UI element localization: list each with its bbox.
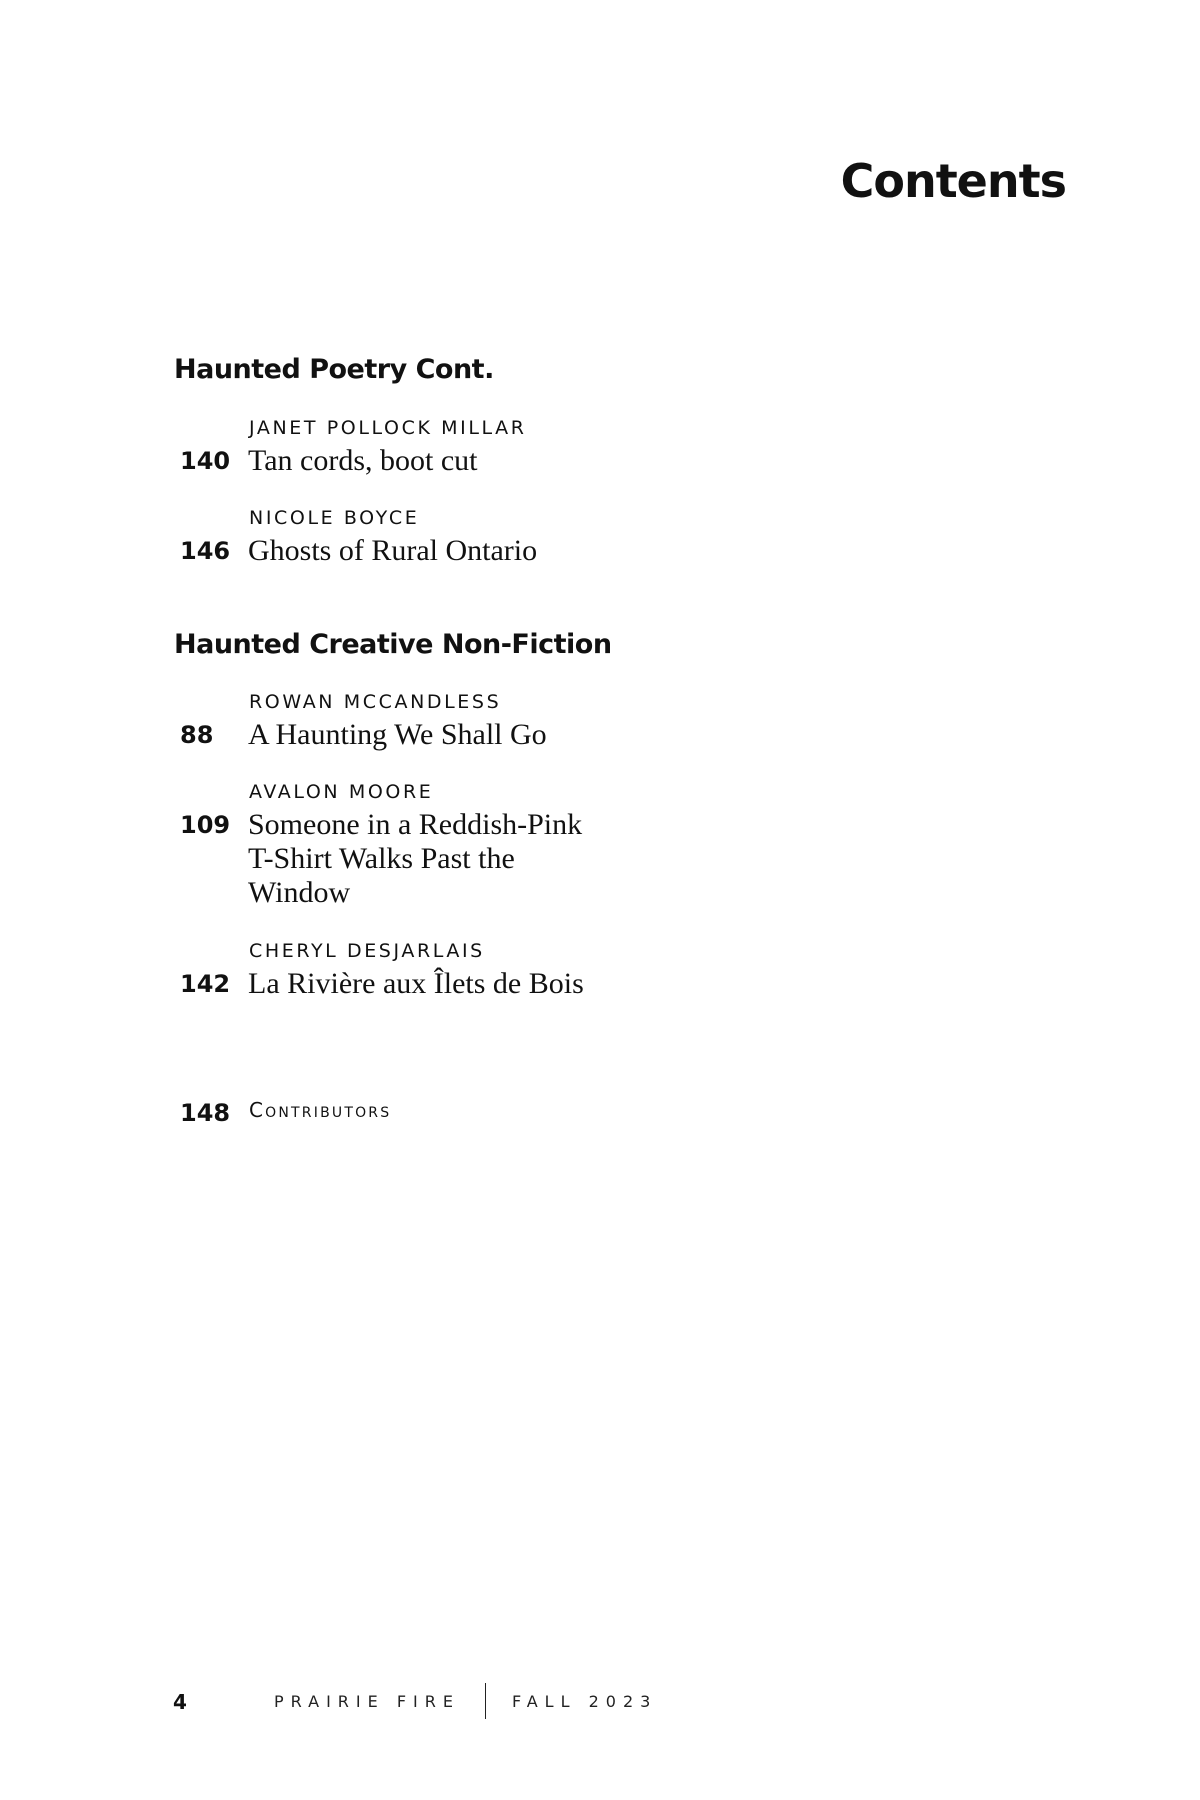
footer-publication: PRAIRIE FIRE (274, 1692, 460, 1711)
entry-author: JANET POLLOCK MILLAR (249, 417, 527, 439)
page-title: Contents (840, 154, 1066, 208)
footer-page-number: 4 (173, 1690, 187, 1714)
entry-title: La Rivière aux Îlets de Bois (248, 967, 584, 1000)
entry-author: ROWAN MCCANDLESS (249, 691, 502, 713)
contributors-label: Contributors (249, 1098, 392, 1122)
entry-page-number: 142 (180, 970, 231, 998)
entry-title: Ghosts of Rural Ontario (248, 534, 538, 567)
entry-title: Someone in a Reddish-Pink T-Shirt Walks Past the Window (248, 808, 583, 909)
footer-divider (485, 1683, 486, 1719)
entry-page-number: 146 (180, 537, 231, 565)
entry-author: NICOLE BOYCE (249, 507, 420, 529)
entry-author: AVALON MOORE (249, 781, 434, 803)
section-heading-non-fiction: Haunted Creative Non-Fiction (174, 629, 612, 660)
entry-page-number: 109 (180, 811, 231, 839)
entry-title: Tan cords, boot cut (248, 444, 478, 477)
entry-page-number: 140 (180, 447, 231, 475)
entry-author: CHERYL DESJARLAIS (249, 940, 485, 962)
footer-issue: FALL 2023 (512, 1692, 658, 1711)
entry-page-number: 88 (180, 721, 214, 749)
section-heading-poetry: Haunted Poetry Cont. (174, 354, 494, 385)
entry-title: A Haunting We Shall Go (248, 718, 547, 751)
entry-page-number: 148 (180, 1099, 231, 1127)
